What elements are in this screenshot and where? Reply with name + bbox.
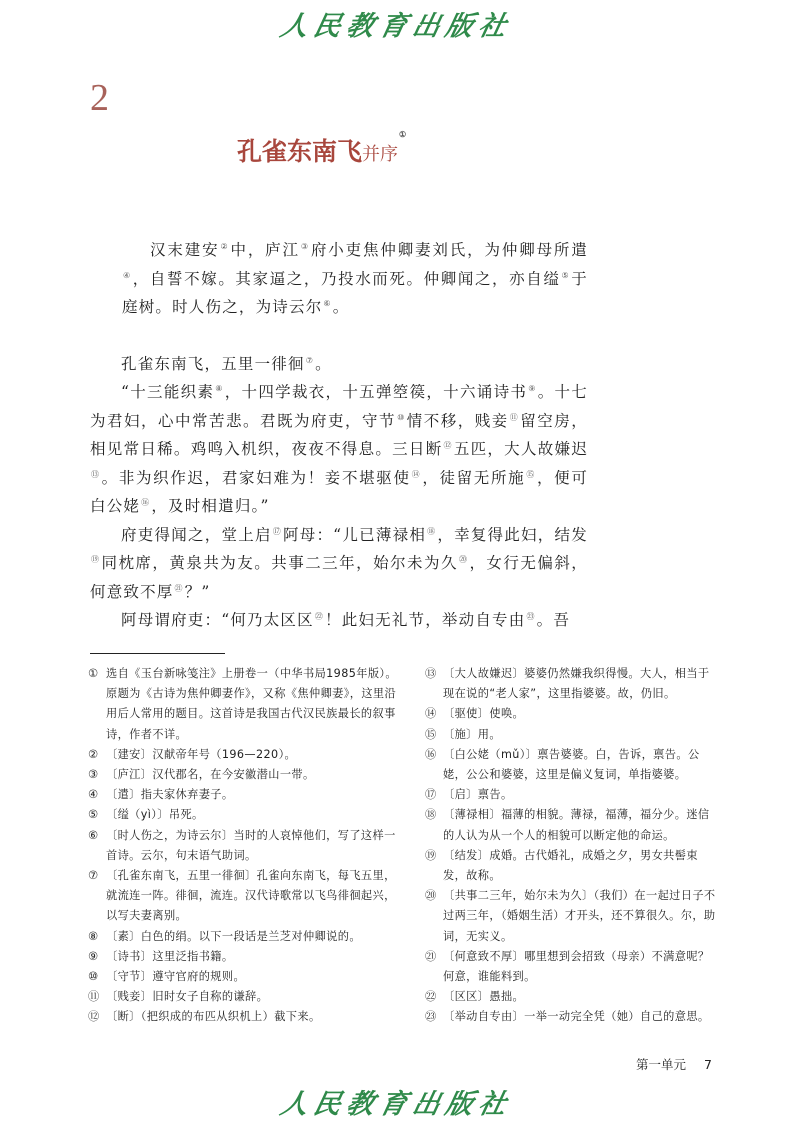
text-segment: 府小吏焦仲卿妻刘氏，为仲卿母所遣 [310,241,588,259]
text-segment: 孔雀东南飞，五里一徘徊 [121,354,305,373]
footnote-text: 〔何意致不厚〕哪里想到会招致（母亲）不满意呢？何意，谁能料到。 [443,949,710,984]
footnote-number: ⑬ [425,667,437,680]
body-text [90,236,588,635]
page-title [237,129,407,168]
footnote [425,987,721,1007]
footnote-number: ⑪ [88,990,100,1004]
footnotes-left-column [88,664,403,1028]
footnote-text: 〔遣〕指夫家休弃妻子。 [106,788,234,802]
footnote [425,947,721,987]
footnote-number: ⑦ [88,869,99,883]
footnote-marker: ⑤ [561,270,571,280]
footnote [88,866,403,927]
footnote-number: ⑤ [88,808,99,822]
text-segment: ，女行无偏斜，何意致不厚 [90,554,589,601]
page-number: 7 [704,1057,712,1072]
footnote [425,745,721,785]
footnote-marker: ④ [123,270,132,280]
footnote-number: ⑫ [88,1010,100,1024]
text-segment: 阿母谓府吏：“何乃太区区 [121,611,314,629]
footnote-text: 〔白公姥（mǔ）〕禀告婆婆。白，告诉，禀告。公姥，公公和婆婆，这里是偏义复词，单指婆婆。 [443,747,700,782]
footnote [425,704,721,724]
footnote-number: ⑯ [425,747,437,761]
text-segment: 同枕席，黄泉共为友。共事二三年，始尔未为久 [101,554,458,572]
title-main: 孔雀东南飞 [237,137,363,166]
footnote-text: 〔贱妾〕旧时女子自称的谦辞。 [106,990,269,1004]
footnote-number: ① [88,667,99,680]
footnote [425,805,721,845]
footnote-text: 〔驱使〕使唤。 [443,707,525,721]
text-segment: 。十七为君妇，心中常苦悲。君既为府吏，守节 [90,383,589,430]
footnote-text: 〔结发〕成婚。古代婚礼，成婚之夕，男女共髻束发，故称。 [443,848,698,883]
text-segment: 阿母：“儿已薄禄相 [282,525,427,544]
footnote-marker: ⑪ [509,412,520,422]
footnote-marker: ⑮ [526,469,536,479]
footnote-number: ③ [88,768,99,782]
footnote-marker: ⑱ [427,526,437,536]
text-segment: ，自誓不嫁。其家逼之，乃投水而死。仲卿闻之，亦自缢 [132,269,561,288]
text-segment: 。非为织作迟，君家妇难为！妾不堪驱使 [101,468,411,487]
footnote-number: ⑧ [88,929,99,943]
footnote [88,805,403,825]
footnote-marker: ㉓ [526,612,536,621]
poem-paragraph [90,521,588,607]
footnote-marker: ⑥ [323,299,332,308]
text-segment: 汉末建安 [150,241,220,259]
text-segment: 中，庐江 [230,241,300,259]
footnote-number: ⑭ [425,707,437,721]
footnote [88,765,403,785]
footnote-text: 〔薄禄相〕福薄的相貌。薄禄，福薄，福分少。迷信的人认为从一个人的相貌可以断定他的命运。 [443,808,710,842]
footnote-text: 〔孔雀东南飞，五里一徘徊〕孔雀向东南飞，每飞五里，就流连一阵。徘徊，流连。汉代诗歌常以飞鸟徘徊起兴，以写夫妻离别。 [106,869,396,923]
footnote-marker: ⑰ [272,526,282,536]
footnote [88,745,403,765]
footnote-text: 〔大人故嫌迟〕婆婆仍然嫌我织得慢。大人，相当于现在说的“老人家”，这里指婆婆。故，仍旧。 [443,667,710,701]
footnote-number: ㉓ [425,1010,437,1024]
footnote-number: ⑩ [88,970,99,984]
footnote-marker: ⑫ [443,441,453,450]
footnote-text: 〔守节〕遵守官府的规则。 [106,970,246,984]
footnote-marker: ⑲ [91,555,101,564]
footnote-text: 〔时人伤之，为诗云尔〕当时的人哀悼他们，写了这样一首诗。云尔，句末语气助词。 [106,828,396,862]
footnote-marker: ⑳ [458,555,469,564]
title-sub: 并序 [362,144,399,165]
footnote-marker: ⑯ [141,498,151,507]
footnote [88,664,403,745]
poem-paragraph [90,378,588,521]
footnote-number: ⑥ [88,828,99,842]
footnote-text: 〔举动自专由〕一举一动完全凭（她）自己的意思。 [443,1010,710,1024]
text-segment: “十三能织素 [121,383,215,401]
footnote-marker: ㉒ [314,612,325,621]
footnote-marker: ⑬ [91,469,101,479]
footnote-marker: ② [220,242,230,251]
footnote-marker: ⑩ [397,412,406,422]
text-segment: ！此妇无礼节，举动自专由 [325,611,526,629]
text-segment: ，幸复得此妇，结发 [437,525,588,544]
footnote-text: 〔缢（yì）〕吊死。 [106,808,204,822]
text-segment: 于庭树。时人伤之，为诗云尔 [122,269,588,316]
text-segment: ，便可白公姥 [90,468,589,515]
footnote-text: 〔区区〕愚拙。 [443,990,525,1004]
footnote [425,846,721,886]
footnote-marker: ⑭ [411,469,422,479]
footnote-number: ⑮ [425,727,437,741]
footnote-number: ⑰ [425,788,437,802]
footnote [88,947,403,967]
footnote-text: 选自《玉台新咏笺注》上册卷一（中华书局1985年版）。原题为《古诗为焦仲卿妻作》，又称《焦仲卿妻》，这里沿用后人常用的题目。这首诗是我国古代汉民族最长的叙事诗，作者不详。 [106,667,397,741]
text-segment: ，徒留无所施 [422,468,526,487]
footnote-text: 〔建安〕汉献帝年号（196—220）。 [106,747,297,761]
footnote-text: 〔素〕白色的绢。以下一段话是兰芝对仲卿说的。 [106,929,361,943]
footnote-marker: ⑦ [305,355,315,365]
text-segment: 留空房，相见常日稀。鸡鸣入机织，夜夜不得息。三日断 [90,411,589,458]
footnote-text: 〔庐江〕汉代郡名，在今安徽潜山一带。 [106,768,315,782]
footnote-text: 〔诗书〕这里泛指书籍。 [106,949,234,963]
footnote [88,826,403,866]
chapter-number: 2 [90,77,109,119]
footnote-number: ② [88,747,99,761]
footnote [425,664,721,704]
unit-label: 第一单元 [636,1057,687,1072]
footnote-number: ⑱ [425,808,437,822]
footnote-marker: ① [399,129,407,139]
text-segment: 。吾 [536,611,571,629]
footnote-text: 〔施〕用。 [443,727,501,741]
footnote-marker: ㉑ [174,583,184,593]
poem-paragraph [90,606,588,635]
footnote-number: ⑳ [425,889,437,903]
footnote [88,987,403,1007]
text-segment: 。 [332,298,350,316]
footnote-marker: ③ [300,242,310,251]
footnote [425,785,721,805]
footnote-marker: ⑨ [528,384,537,393]
text-segment: ，十四学裁衣，十五弹箜篌，十六诵诗书 [224,383,528,401]
footnote-number: ⑲ [425,848,437,862]
footnote [88,785,403,805]
text-segment: 府吏得闻之，堂上启 [121,525,272,544]
footnote [88,1007,403,1027]
footnote [425,1007,721,1027]
footnote [425,725,721,745]
text-segment: 五匹，大人故嫌迟 [453,440,589,458]
footnote-number: ④ [88,788,99,802]
footnote-number: ㉒ [425,990,437,1004]
text-segment: ，及时相遣归。” [151,497,270,515]
footnote-number: ㉑ [425,949,437,963]
preface-paragraph [122,236,588,322]
text-segment: 。 [315,354,332,373]
footnote-text: 〔共事二三年，始尔未为久〕（我们）在一起过日子不过两三年，（婚姻生活）才开头，还不算很久。尔，助词，无实义。 [443,889,716,943]
page-footer [618,1055,712,1073]
footnote-text: 〔启〕禀告。 [443,788,513,802]
publisher-logo-top: 人民教育出版社 [277,11,516,42]
footnote [88,967,403,987]
text-segment: 情不移，贱妾 [406,411,509,430]
poem-paragraph [90,350,588,379]
footnote-marker: ⑧ [215,384,224,393]
footnote-separator [90,653,225,654]
footnotes-right-column [425,664,721,1028]
footnote [88,927,403,947]
footnote [425,886,721,947]
publisher-logo-bottom: 人民教育出版社 [277,1089,516,1120]
footnote-text: 〔断〕（把织成的布匹从织机上）截下来。 [106,1010,321,1024]
text-segment: ？” [184,582,211,601]
footnote-number: ⑨ [88,949,99,963]
